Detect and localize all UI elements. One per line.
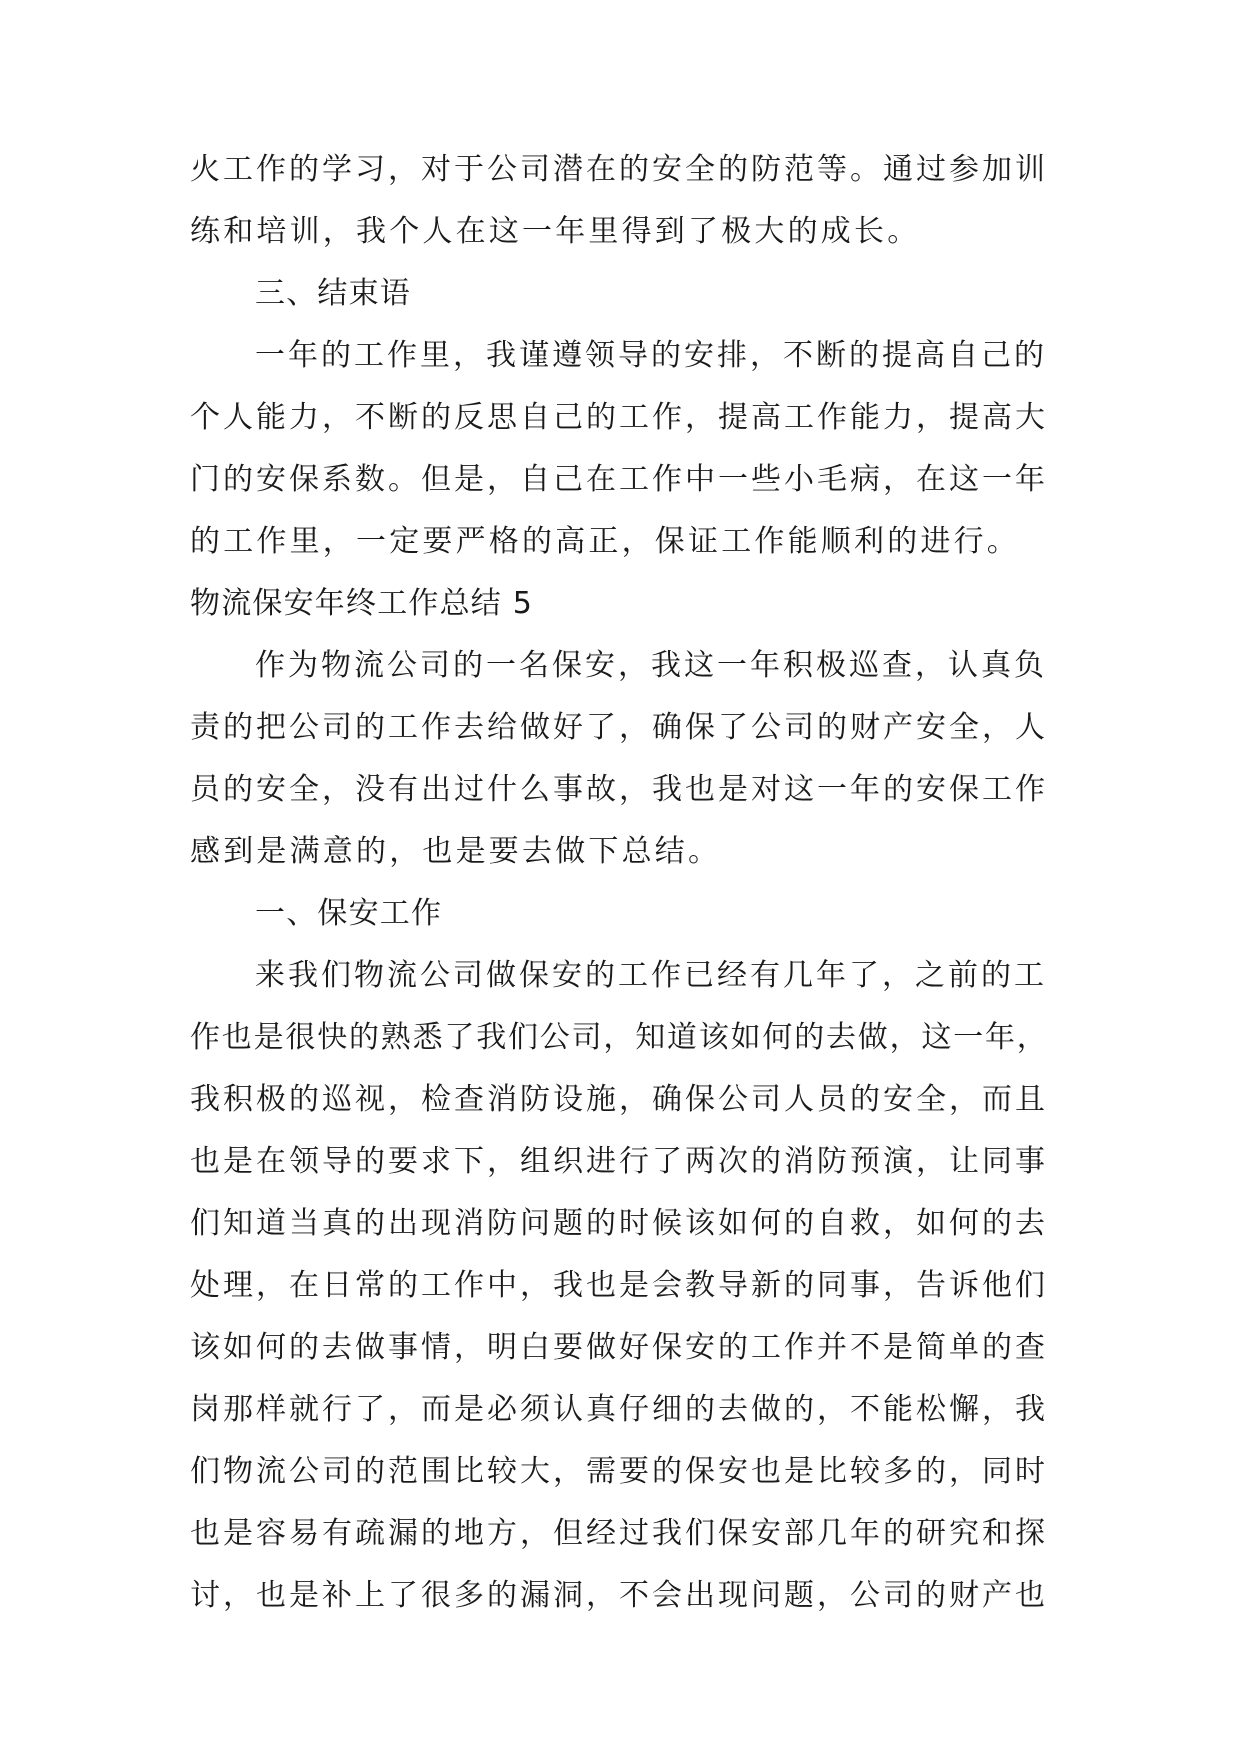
text-line: 作也是很快的熟悉了我们公司，知道该如何的去做，这一年， xyxy=(190,1020,1049,1055)
text-line: 责的把公司的工作去给做好了，确保了公司的财产安全，人 xyxy=(190,710,1048,745)
text-line: 也是在领导的要求下，组织进行了两次的消防预演，让同事 xyxy=(190,1144,1048,1179)
text-line: 我积极的巡视，检查消防设施，确保公司人员的安全，而且 xyxy=(190,1082,1048,1117)
text-line: 感到是满意的，也是要去做下总结。 xyxy=(190,834,722,869)
text-line: 也是容易有疏漏的地方，但经过我们保安部几年的研究和探 xyxy=(190,1516,1048,1551)
text-line: 该如何的去做事情，明白要做好保安的工作并不是简单的查 xyxy=(190,1330,1048,1365)
text-line: 岗那样就行了，而是必须认真仔细的去做的，不能松懈，我 xyxy=(190,1392,1048,1427)
text-line: 员的安全，没有出过什么事故，我也是对这一年的安保工作 xyxy=(190,772,1048,807)
section-heading: 一、保安工作 xyxy=(255,896,443,931)
text-line: 讨，也是补上了很多的漏洞，不会出现问题，公司的财产也 xyxy=(190,1578,1048,1613)
paragraph-start: 作为物流公司的一名保安，我这一年积极巡查，认真负 xyxy=(255,648,1047,683)
text-line: 们物流公司的范围比较大，需要的保安也是比较多的，同时 xyxy=(190,1454,1048,1489)
text-line: 个人能力，不断的反思自己的工作，提高工作能力，提高大 xyxy=(190,400,1048,435)
section-heading: 三、结束语 xyxy=(255,276,411,311)
text-line: 火工作的学习，对于公司潜在的安全的防范等。通过参加训 xyxy=(190,152,1048,187)
paragraph-start: 来我们物流公司做保安的工作已经有几年了，之前的工 xyxy=(255,958,1047,993)
article-title: 物流保安年终工作总结 5 xyxy=(190,586,534,621)
text-line: 处理，在日常的工作中，我也是会教导新的同事，告诉他们 xyxy=(190,1268,1048,1303)
text-line: 练和培训，我个人在这一年里得到了极大的成长。 xyxy=(190,214,921,249)
text-line: 的工作里，一定要严格的高正，保证工作能顺利的进行。 xyxy=(190,524,1020,559)
text-line: 们知道当真的出现消防问题的时候该如何的自救，如何的去 xyxy=(190,1206,1048,1241)
text-line: 门的安保系数。但是，自己在工作中一些小毛病，在这一年 xyxy=(190,462,1048,497)
paragraph-start: 一年的工作里，我谨遵领导的安排，不断的提高自己的 xyxy=(255,338,1047,373)
